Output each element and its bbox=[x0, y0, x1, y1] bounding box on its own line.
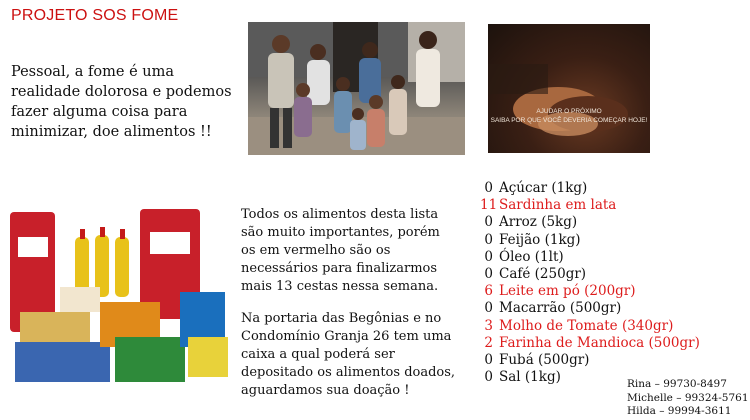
info-paragraph-priority: Todos os alimentos desta lista são muito importantes, porém os em vermelho são os necessários para finalizarmos mais 13 cestas nessa semana. bbox=[241, 207, 440, 294]
item-quantity: 0 bbox=[484, 231, 493, 248]
list-item bbox=[480, 335, 700, 352]
item-quantity: 0 bbox=[484, 300, 493, 317]
item-name: Fubá (500gr) bbox=[499, 352, 590, 369]
list-item bbox=[480, 300, 700, 317]
hands-caption-line2: SAIBA POR QUE VOCÊ DEVERIA COMEÇAR HOJE! bbox=[490, 117, 648, 124]
list-item bbox=[480, 249, 700, 266]
list-item bbox=[480, 197, 700, 214]
contact-hilda: Hilda – 99994-3611 bbox=[627, 405, 732, 417]
list-item bbox=[480, 232, 700, 249]
hands-caption-line1: AJUDAR O PRÓXIMO bbox=[536, 108, 602, 115]
item-quantity: 0 bbox=[484, 352, 493, 369]
item-name: Arroz (5kg) bbox=[499, 214, 578, 231]
helping-hands-photo bbox=[488, 24, 650, 153]
list-item bbox=[480, 283, 700, 300]
contact-michelle: Michelle – 99324-5761 bbox=[627, 391, 749, 404]
item-quantity: 11 bbox=[480, 197, 498, 214]
item-name: Leite em pó (200gr) bbox=[499, 283, 636, 300]
food-basket-photo bbox=[10, 207, 230, 387]
list-item bbox=[480, 180, 700, 197]
hands-caption bbox=[488, 107, 650, 125]
info-paragraph-dropoff: Na portaria das Begônias e no Condomínio Granja 26 tem uma caixa a qual poderá ser depositado os alimentos doados, aguardamos sua doação ! bbox=[241, 311, 456, 398]
item-name: Óleo (1lt) bbox=[499, 248, 564, 265]
item-name: Sardinha em lata bbox=[499, 197, 617, 214]
item-quantity: 0 bbox=[484, 369, 493, 386]
item-quantity: 0 bbox=[484, 180, 493, 196]
item-name: Molho de Tomate (340gr) bbox=[499, 317, 674, 334]
item-name: Macarrão (500gr) bbox=[499, 300, 622, 317]
item-quantity: 6 bbox=[484, 283, 493, 300]
list-item bbox=[480, 352, 700, 369]
item-quantity: 0 bbox=[484, 266, 493, 283]
contacts bbox=[627, 378, 749, 419]
contact-rina: Rina – 99730-8497 bbox=[627, 378, 727, 390]
list-item bbox=[480, 266, 700, 283]
item-quantity: 2 bbox=[484, 334, 493, 351]
family-photo bbox=[248, 22, 465, 155]
item-name: Sal (1kg) bbox=[499, 369, 561, 386]
item-name: Farinha de Mandioca (500gr) bbox=[499, 334, 700, 351]
list-item bbox=[480, 318, 700, 335]
intro-text: Pessoal, a fome é uma realidade dolorosa e podemos fazer alguma coisa para minimizar, doe alimentos !! bbox=[11, 64, 232, 140]
page-title: PROJETO SOS FOME bbox=[11, 7, 179, 24]
item-name: Café (250gr) bbox=[499, 266, 587, 283]
item-quantity: 0 bbox=[484, 248, 493, 265]
item-name: Feijão (1kg) bbox=[499, 231, 581, 248]
list-item bbox=[480, 214, 700, 231]
item-quantity: 0 bbox=[484, 214, 493, 231]
donation-list bbox=[480, 180, 700, 386]
item-quantity: 3 bbox=[484, 317, 493, 334]
item-name: Açúcar (1kg) bbox=[499, 180, 588, 196]
